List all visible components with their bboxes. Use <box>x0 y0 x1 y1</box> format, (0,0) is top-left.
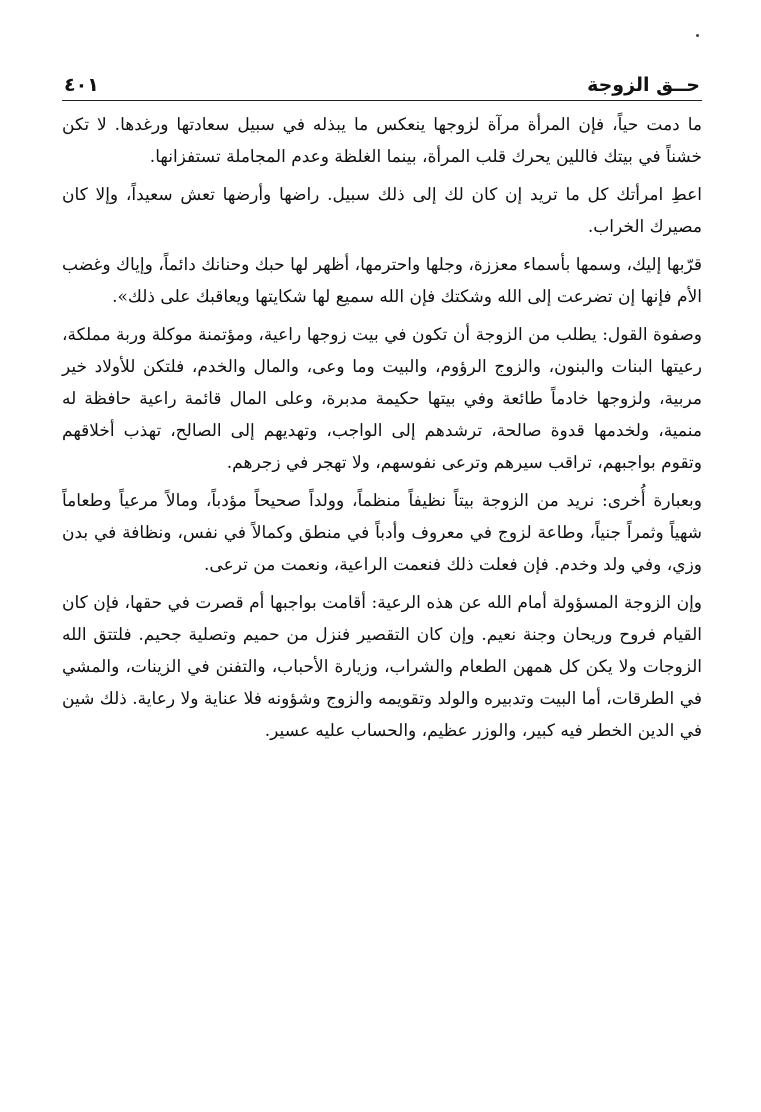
paragraph-5: وبعبارة أُخرى: نريد من الزوجة بيتاً نظيفاً منظماً، وولداً صحيحاً مؤدباً، ومالاً مرعياً وطعاماً شهياً وثمراً جنياً، وطاعة لزوج في معروف وأدباً في منطق وكمالاً في نفس، ونظافة في بدن وزي، وفي ولد وخدم. فإن فعلت ذلك فنعمت الراعية، ونعمت من ترعى. <box>62 491 702 575</box>
paragraph-6: وإن الزوجة المسؤولة أمام الله عن هذه الرعية: أقامت بواجبها أم قصرت في حقها، فإن كان القيام فروح وريحان وجنة نعيم. وإن كان التقصير فنزل من حميم وتصلية جحيم. فلتتق الله الزوجات ولا يكن كل همهن الطعام والشراب، وزيارة الأحباب، والتفنن في الزينات، والمشي في الطرقات، أما البيت وتدبيره والولد وتقويمه والزوج وشؤونه فلا عناية ولا رعاية. ذلك شين في الدين الخطر فيه كبير، والوزر عظيم، والحساب عليه عسير. <box>62 593 702 741</box>
running-header <box>62 62 702 101</box>
body-text <box>62 109 702 747</box>
paragraph-3: قرّبها إليك، وسمها بأسماء معززة، وجلها واحترمها، أظهر لها حبك وحنانك دائماً، وإياك وغضب الأم فإنها إن تضرعت إلى الله وشكتك فإن الله سميع لها شكايتها ويعاقبك على ذلك». <box>62 255 702 307</box>
paragraph-2: اعطِ امرأتك كل ما تريد إن كان لك إلى ذلك سبيل. راضها وأرضها تعش سعيداً، وإلا كان مصيرك الخراب. <box>62 185 702 237</box>
paragraph-1: ما دمت حياً، فإن المرأة مرآة لزوجها ينعكس ما يبذله في سبيل سعادتها ورغدها. لا تكن خشناً في بيتك فاللين يحرك قلب المرأة، بينما الغلظة وعدم المجاملة تستفزانها. <box>62 115 702 167</box>
book-page <box>62 62 702 747</box>
page-number: ٤٠١ <box>64 74 99 96</box>
scan-speck <box>696 34 699 37</box>
paragraph-4: وصفوة القول: يطلب من الزوجة أن تكون في بيت زوجها راعية، ومؤتمنة موكلة وربة مملكة، رعيتها البنات والبنون، والزوج الرؤوم، والبيت وما وعى، والمال والخدم، فلتكن للأولاد خير مربية، ولزوجها خادماً طائعة وفي بيتها حكيمة مدبرة، وعلى المال قائمة راعية حافظة له منمية، ولخدمها قدوة صالحة، ترشدهم إلى الواجب، وتهديهم إلى الصالح، تهذب أخلاقهم وتقوم بواجبهم، تراقب سيرهم وترعى نفوسهم، ولا تهجر في زجرهم. <box>62 325 702 473</box>
running-title: حــق الزوجة <box>587 74 700 96</box>
